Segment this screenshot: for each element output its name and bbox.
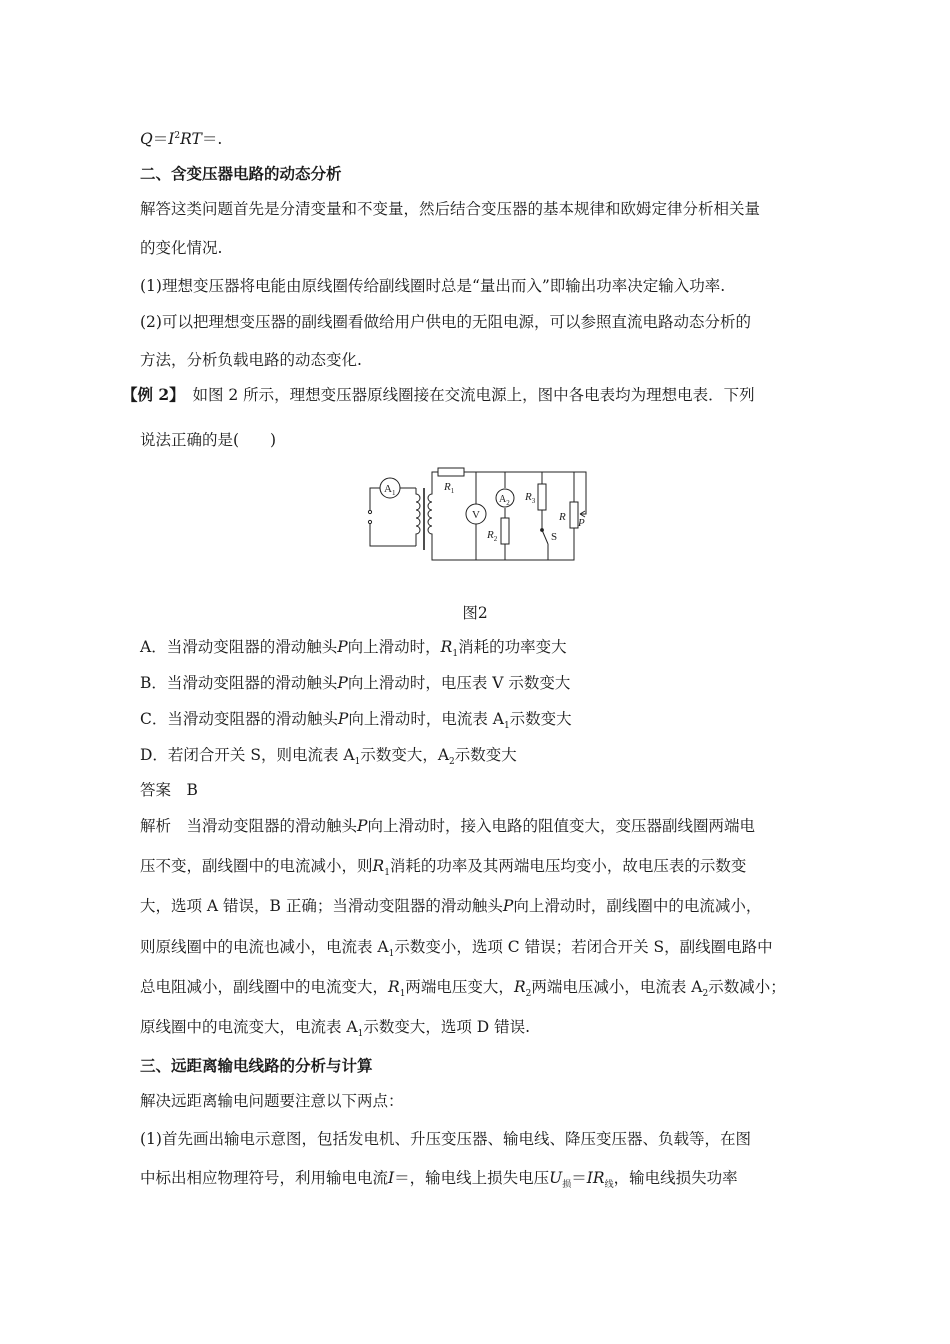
formula-rt: RT <box>180 130 202 148</box>
s3-p1-ir: IR <box>586 1169 605 1187</box>
figure-caption: 图2 <box>462 604 488 622</box>
section3-p1-line2 <box>140 1168 738 1191</box>
analysis-l5-r1: R <box>388 978 400 996</box>
source-terminal-bottom <box>368 520 371 523</box>
analysis-line1 <box>140 816 755 836</box>
option-d-post: 示数变大 <box>454 746 517 764</box>
analysis-l4-a: 则原线圈中的电流也减小，电流表 A <box>140 938 389 956</box>
section2-p2: (1)理想变压器将电能由原线圈传给副线圈时总是“量出而入”即输出功率决定输入功率. <box>140 277 726 295</box>
option-a-post: 消耗的功率变大 <box>458 638 567 656</box>
option-d-sub2: 2 <box>449 757 455 768</box>
section3-heading: 三、远距离输电线路的分析与计算 <box>140 1056 373 1075</box>
label-a1: $A_1$ <box>384 483 396 497</box>
analysis-l1-p: P <box>357 817 368 835</box>
analysis-line6 <box>140 1017 531 1040</box>
analysis-l5-b: 两端电压变大， <box>405 978 514 996</box>
option-a-sub: 1 <box>452 649 459 660</box>
analysis-l2-a: 压不变，副线圈中的电流减小，则 <box>140 857 373 875</box>
option-c-mid: 向上滑动时，电流表 A <box>348 710 504 728</box>
analysis-l1-a: 解析 当滑动变阻器的滑动触头 <box>140 817 358 835</box>
analysis-l5-r2: R <box>513 978 526 996</box>
s3-p1-usub: 损 <box>562 1180 572 1191</box>
resistor-r3 <box>538 484 546 510</box>
section2-p1-line1: 解答这类问题首先是分清变量和不变量，然后结合变压器的基本规律和欧姆定律分析相关量 <box>140 200 761 218</box>
example-stem-text: 如图 2 所示，理想变压器原线圈接在交流电源上，图中各电表均为理想电表．下列 <box>192 386 755 404</box>
rheostat-r <box>570 502 578 528</box>
circuit-figure <box>364 462 604 566</box>
analysis-l5-d: 示数减小； <box>708 978 786 996</box>
option-c <box>140 709 572 732</box>
analysis-l2-r: R <box>372 857 385 875</box>
example-stem-line1 <box>122 385 755 405</box>
analysis-l3-b: 向上滑动时，副线圈中的电流减小， <box>513 897 762 915</box>
analysis-l6-sub: 1 <box>357 1029 364 1040</box>
s3-p1-irsub: 线 <box>604 1180 614 1191</box>
answer: 答案 B <box>140 781 198 799</box>
resistor-r2 <box>501 518 509 544</box>
analysis-l3-p: P <box>502 897 514 915</box>
option-c-post: 示数变大 <box>509 710 572 728</box>
section3-intro: 解决远距离输电问题要注意以下两点： <box>140 1092 404 1110</box>
analysis-l6-a: 原线圈中的电流变大，电流表 A <box>140 1018 358 1036</box>
s3-p1-i: I <box>388 1169 395 1187</box>
s3-p1-u: U <box>549 1169 563 1187</box>
analysis-line3 <box>140 896 761 916</box>
s3-p1-c: ＝ <box>571 1169 587 1187</box>
option-b-p: P <box>337 674 348 692</box>
analysis-l2-sub: 1 <box>384 868 390 879</box>
analysis-l2-b: 消耗的功率及其两端电压均变小，故电压表的示数变 <box>389 857 747 875</box>
analysis-l4-sub: 1 <box>388 949 395 960</box>
analysis-line5 <box>140 977 786 1000</box>
option-b-post: 向上滑动时，电压表 V 示数变大 <box>347 674 571 692</box>
analysis-l4-b: 示数变小，选项 C 错误；若闭合开关 S，副线圈电路中 <box>394 938 773 956</box>
analysis-l1-b: 向上滑动时，接入电路的阻值变大，变压器副线圈两端电 <box>367 817 755 835</box>
formula-eq2: ＝. <box>201 130 223 148</box>
option-a-mid: 向上滑动时， <box>347 638 441 656</box>
section3-p1-line1: (1)首先画出输电示意图，包括发电机、升压变压器、输电线、降压变压器、负载等，在图 <box>140 1130 751 1148</box>
example-tag: 【例 2】 <box>122 385 177 404</box>
analysis-l6-b: 示数变大，选项 D 错误. <box>363 1018 531 1036</box>
switch-s <box>542 530 548 544</box>
s3-p1-d: ，输电线损失功率 <box>613 1169 738 1187</box>
analysis-l5-a: 总电阻减小，副线圈中的电流变大， <box>140 978 389 996</box>
s3-p1-a: 中标出相应物理符号，利用输电电流 <box>140 1169 389 1187</box>
option-b <box>140 673 570 693</box>
s3-p1-b: ＝，输电线上损失电压 <box>394 1169 550 1187</box>
option-b-text: B．当滑动变阻器的滑动触头 <box>140 674 338 692</box>
label-p: P <box>578 517 585 529</box>
secondary-coil <box>428 488 432 546</box>
section2-p3-line1: (2)可以把理想变压器的副线圈看做给用户供电的无阻电源，可以参照直流电路动态分析的 <box>140 313 751 331</box>
label-s: S <box>551 531 558 543</box>
option-d-mid: 示数变大，A <box>360 746 450 764</box>
section2-p1-line2: 的变化情况. <box>140 239 223 257</box>
section2-p3-line2: 方法，分析负载电路的动态变化. <box>140 351 362 369</box>
resistor-r1 <box>438 468 464 476</box>
option-a-text: A．当滑动变阻器的滑动触头 <box>140 638 338 656</box>
example-stem-line2: 说法正确的是( ) <box>140 431 277 449</box>
option-a <box>140 637 567 660</box>
option-d <box>140 745 517 768</box>
formula-sup: 2 <box>174 130 181 141</box>
analysis-line2 <box>140 856 747 879</box>
label-r1: $R_1$ <box>444 481 455 495</box>
option-c-sub: 1 <box>503 721 510 732</box>
top-formula <box>140 129 222 149</box>
label-r3: $R_3$ <box>525 491 536 505</box>
primary-coil <box>416 488 420 546</box>
r3-s-branch <box>542 472 548 560</box>
analysis-l5-sub3: 2 <box>702 989 709 1000</box>
formula-eq: ＝ <box>152 130 169 148</box>
option-d-text: D．若闭合开关 S，则电流表 A <box>140 746 355 764</box>
option-a-r: R <box>440 638 453 656</box>
option-c-p: P <box>337 710 349 728</box>
analysis-line4 <box>140 937 773 960</box>
analysis-l5-c: 两端电压减小，电流表 A <box>531 978 703 996</box>
analysis-l5-sub1: 1 <box>399 989 406 1000</box>
section2-heading: 二、含变压器电路的动态分析 <box>140 164 342 183</box>
formula-i: I <box>168 130 175 148</box>
option-c-text: C．当滑动变阻器的滑动触头 <box>140 710 338 728</box>
switch-contact <box>541 529 544 532</box>
option-a-p: P <box>337 638 348 656</box>
analysis-l3-a: 大，选项 A 错误，B 正确；当滑动变阻器的滑动触头 <box>140 897 503 915</box>
formula-q: Q <box>140 130 153 148</box>
source-terminal-top <box>368 510 371 513</box>
option-d-sub1: 1 <box>354 757 361 768</box>
label-v: V <box>472 509 480 521</box>
label-r: R <box>559 511 566 523</box>
analysis-l5-sub2: 2 <box>525 989 532 1000</box>
slider-wire <box>574 472 586 514</box>
label-a2: $A_2$ <box>499 494 510 507</box>
label-r2: $R_2$ <box>487 529 498 543</box>
